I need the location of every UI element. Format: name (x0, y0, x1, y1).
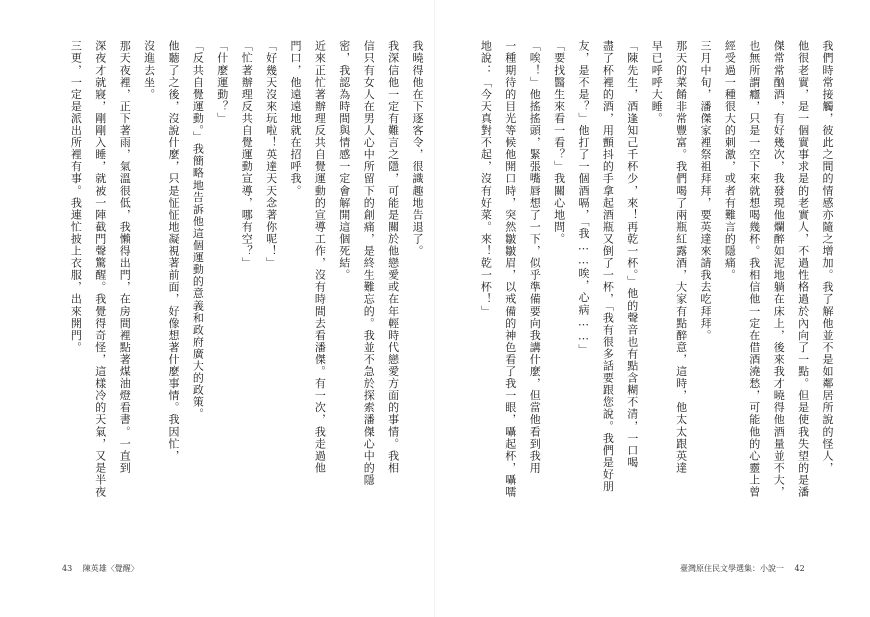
text-column: 三更，一定是派出所裡有事。我連忙披上衣服，出來開門。 (69, 40, 83, 354)
text-column: 盡了杯裡的酒，用顫抖的手拿起酒瓶又倒了一杯，「我有很多話要跟您說。我們是好朋 (601, 40, 615, 493)
text-column: 「反共自覺運動。」我簡略地告訴他這個運動的意義和政府廣大的政策。 (191, 40, 205, 421)
text-column: 傑常常酗酒，有好幾次，我發現他爛醉如泥地躺在床上，後來我才曉得他酒量並不大， (772, 40, 786, 498)
text-column: 「要找醫生來看一看？」我關心地問。 (552, 40, 566, 245)
text-column: 我們時常接觸，彼此之間的情感亦隨之增加。我了解他並不是如鄰居所說的怪人， (821, 40, 834, 474)
right-page (470, 40, 834, 560)
text-column: 深夜才就寢，剛剛入睡，就被一陣截門聲驚醒。我覺得奇怪，這樣冷的天氣，又是半夜 (93, 40, 107, 498)
text-column: 近來正忙著辦理反共自覺運動的宣導工作，沒有時間去看潘傑。有一次，我走過他 (313, 40, 327, 474)
left-running-title: 陳英雄〈覺醒〉 (82, 564, 139, 573)
right-page-number: 42 (794, 564, 805, 573)
text-column: 他很老實，是一個實事求是的老實人，不過性格過於內向了一點。但是使我失望的是潘 (796, 40, 810, 498)
text-column: 「唉！」他搖搖頭，緊張嘴唇想了一下，似乎準備要向我講什麼，但當他看到我用 (528, 40, 542, 474)
text-column: 沒進去坐。 (142, 40, 156, 101)
text-column: 三月中旬，潘傑家裡祭祖拜拜，要英達來請我去吃拜拜。 (699, 40, 712, 342)
text-column: 「忙著辦理反共自覺運動宣導，哪有空？」 (240, 40, 254, 269)
right-page-footer (676, 563, 809, 574)
text-column: 門口，他遠遠地就在招呼我。 (289, 40, 302, 197)
left-page-footer (58, 563, 143, 574)
text-column: 經受過一種很大的刺激，或者有難言的隱痛。 (723, 40, 737, 281)
text-column: 早已呼呼大睡。 (650, 40, 664, 125)
text-column: 我曉得他在下逐客令，很識趣地告退了。 (411, 40, 424, 257)
text-column: 「好幾天沒來玩啦！英達天天念著你呢！」 (264, 40, 278, 269)
text-column: 地說：「今天真對不起，沒有好菜。來！乾一杯！」 (479, 40, 493, 318)
text-column: 他聽了之後，沒說什麼，只是怔怔地凝視著前面，好像想著什麼事情。我因忙， (167, 40, 180, 462)
text-column: 那天的菜餚非常豐富。我們喝了兩瓶紅露酒，大家有點醉意，這時，他太太跟英達 (674, 40, 688, 474)
gutter-divider (434, 0, 435, 617)
text-column: 也無所謂癮，只是一空下來就想喝幾杯。我相信他一定在借酒澆愁，可能他的心靈上曾 (747, 40, 761, 498)
left-page (58, 40, 424, 560)
text-column: 一種期待的目光等候他開口時，突然皺皺眉，以戒備的神色看了我一眼，囁起杯，囁嚅 (503, 40, 517, 498)
text-column: 友，是不是？」他打了一個酒嗝，「我……唉，心病……」 (577, 40, 590, 356)
text-column: 信只有女人在男人心中所留下的創痛，是終生難忘的。我並不急於探索潘傑心中的隱 (362, 40, 376, 486)
left-page-number: 43 (62, 564, 73, 573)
text-column: 那天夜裡，正下著雨，氣溫很低，我懶得出門，在房間裡點著煤油燈看書。一直到 (118, 40, 132, 474)
text-column: 我深信他一定有難言之隱，可能是關於他戀愛或在年輕時代戀愛方面的事情。我相 (386, 40, 400, 474)
right-running-title: 臺灣原住民文學選集：小說一 (680, 564, 784, 573)
text-column: 密，我認為時間與情感一定會解開這個死結。 (337, 40, 351, 281)
text-column: 「什麼運動？」 (215, 40, 229, 125)
text-column: 「陳先生，酒逢知己千杯少，來！再乾一杯。」他的聲音也有點含糊不清，一口喝 (625, 40, 639, 469)
